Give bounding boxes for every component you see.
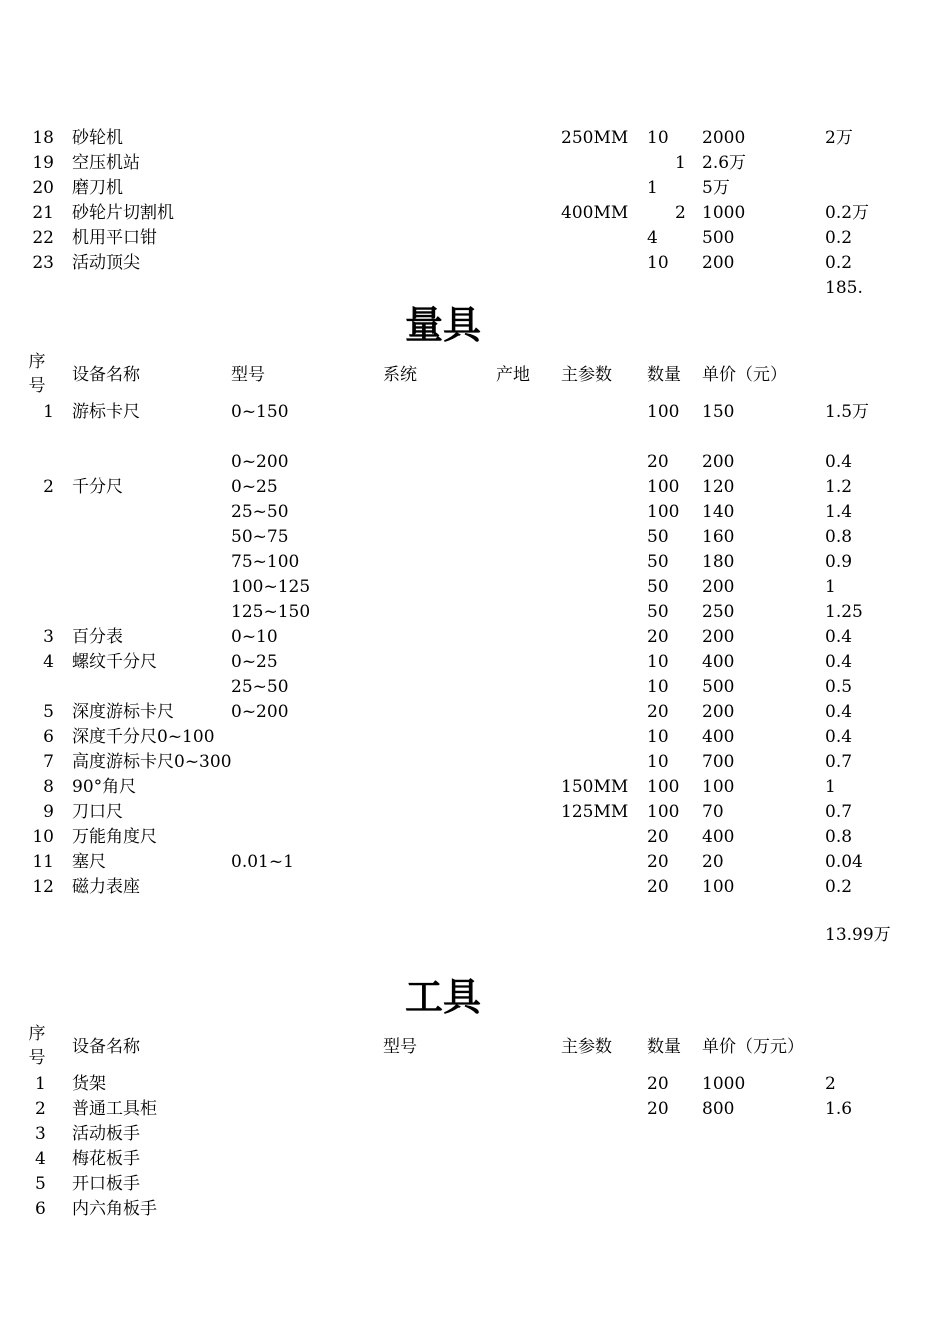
row-model: 0~200 [231, 452, 289, 472]
row-total: 0.4 [825, 652, 853, 672]
row-param: 125MM [561, 802, 629, 822]
header-seq: 序号 [28, 1024, 46, 1068]
header-origin: 产地 [496, 365, 530, 385]
header-param: 主参数 [561, 1037, 612, 1057]
row-name: 磨刀机 [72, 178, 123, 198]
row-name: 砂轮片切割机 [72, 203, 174, 223]
row-seq: 10 [32, 827, 54, 847]
row-total: 0.5 [825, 677, 853, 697]
row-qty: 10 [647, 652, 669, 672]
row-seq: 1 [43, 402, 54, 422]
row-total: 0.2万 [825, 203, 870, 223]
row-total: 0.7 [825, 802, 853, 822]
section-sum: 13.99万 [825, 925, 891, 945]
section-title-measuring: 量具 [405, 302, 482, 347]
row-total: 1.4 [825, 502, 853, 522]
row-name: 机用平口钳 [72, 228, 157, 248]
row-price: 500 [702, 677, 735, 697]
row-total: 1 [825, 577, 836, 597]
row-name: 螺纹千分尺 [72, 652, 157, 672]
row-qty: 1 [675, 153, 686, 173]
row-name: 千分尺 [72, 477, 123, 497]
row-seq: 11 [32, 852, 54, 872]
row-model: 50~75 [231, 527, 289, 547]
header-model: 型号 [383, 1037, 417, 1057]
row-seq: 22 [32, 228, 54, 248]
row-price: 200 [702, 253, 735, 273]
row-qty: 10 [647, 253, 669, 273]
row-model: 125~150 [231, 602, 311, 622]
section-sum: 185. [825, 278, 863, 298]
row-model: 75~100 [231, 552, 300, 572]
row-total: 0.8 [825, 527, 853, 547]
row-qty: 50 [647, 552, 669, 572]
row-price: 100 [702, 777, 735, 797]
row-qty: 100 [647, 502, 680, 522]
row-qty: 2 [675, 203, 686, 223]
row-param: 150MM [561, 777, 629, 797]
header-model: 型号 [231, 365, 265, 385]
row-name: 深度游标卡尺 [72, 702, 174, 722]
row-price: 120 [702, 477, 735, 497]
row-total: 1 [825, 777, 836, 797]
row-qty: 10 [647, 128, 669, 148]
row-seq: 1 [35, 1074, 46, 1094]
row-model: 0~200 [231, 702, 289, 722]
row-model: 25~50 [231, 502, 289, 522]
row-qty: 1 [647, 178, 658, 198]
row-total: 0.04 [825, 852, 863, 872]
row-price: 2000 [702, 128, 746, 148]
row-name: 普通工具柜 [72, 1099, 157, 1119]
header-price: 单价（元） [702, 365, 787, 385]
row-seq: 2 [43, 477, 54, 497]
row-price: 200 [702, 702, 735, 722]
row-total: 1.25 [825, 602, 863, 622]
row-seq: 8 [43, 777, 54, 797]
row-price: 180 [702, 552, 735, 572]
row-seq: 5 [35, 1174, 46, 1194]
row-seq: 19 [32, 153, 54, 173]
row-qty: 100 [647, 402, 680, 422]
header-name: 设备名称 [72, 1037, 140, 1057]
row-model: 0.01~1 [231, 852, 294, 872]
row-name: 砂轮机 [72, 128, 123, 148]
row-seq: 23 [32, 253, 54, 273]
row-seq: 6 [35, 1199, 46, 1219]
row-total: 0.2 [825, 253, 853, 273]
row-name: 内六角板手 [72, 1199, 157, 1219]
row-qty: 20 [647, 852, 669, 872]
row-seq: 4 [43, 652, 54, 672]
header-qty: 数量 [647, 365, 681, 385]
row-name: 货架 [72, 1074, 106, 1094]
row-price: 1000 [702, 203, 746, 223]
row-price: 200 [702, 627, 735, 647]
row-seq: 4 [35, 1149, 46, 1169]
row-price: 400 [702, 827, 735, 847]
row-name: 百分表 [72, 627, 123, 647]
row-qty: 20 [647, 1099, 669, 1119]
row-name: 磁力表座 [72, 877, 140, 897]
header-qty: 数量 [647, 1037, 681, 1057]
row-seq: 3 [35, 1124, 46, 1144]
row-model: 0~25 [231, 652, 278, 672]
row-model: 100~125 [231, 577, 311, 597]
row-seq: 2 [35, 1099, 46, 1119]
row-model: 0~10 [231, 627, 278, 647]
row-seq: 12 [32, 877, 54, 897]
row-price: 100 [702, 877, 735, 897]
row-name: 刀口尺 [72, 802, 123, 822]
row-price: 500 [702, 228, 735, 248]
row-price: 400 [702, 652, 735, 672]
row-price: 70 [702, 802, 724, 822]
row-qty: 50 [647, 602, 669, 622]
row-total: 0.4 [825, 627, 853, 647]
row-qty: 50 [647, 577, 669, 597]
row-total: 1.6 [825, 1099, 853, 1119]
row-price: 250 [702, 602, 735, 622]
row-model: 0~25 [231, 477, 278, 497]
row-qty: 100 [647, 802, 680, 822]
row-name: 活动板手 [72, 1124, 140, 1144]
header-name: 设备名称 [72, 365, 140, 385]
row-qty: 10 [647, 752, 669, 772]
row-qty: 4 [647, 228, 658, 248]
row-seq: 9 [43, 802, 54, 822]
row-total: 0.2 [825, 877, 853, 897]
row-seq: 21 [32, 203, 54, 223]
row-seq: 18 [32, 128, 54, 148]
row-qty: 10 [647, 677, 669, 697]
row-name: 塞尺 [72, 852, 106, 872]
header-system: 系统 [383, 365, 417, 385]
row-model: 0~150 [231, 402, 289, 422]
row-total: 0.9 [825, 552, 853, 572]
row-total: 0.7 [825, 752, 853, 772]
row-qty: 20 [647, 877, 669, 897]
row-name: 高度游标卡尺0~300 [72, 752, 232, 772]
row-name: 万能角度尺 [72, 827, 157, 847]
row-model: 25~50 [231, 677, 289, 697]
row-total: 1.5万 [825, 402, 870, 422]
row-price: 200 [702, 452, 735, 472]
row-total: 0.4 [825, 452, 853, 472]
row-price: 160 [702, 527, 735, 547]
row-qty: 20 [647, 702, 669, 722]
row-total: 0.4 [825, 702, 853, 722]
row-qty: 20 [647, 1074, 669, 1094]
row-name: 游标卡尺 [72, 402, 140, 422]
row-qty: 100 [647, 777, 680, 797]
row-total: 2万 [825, 128, 853, 148]
row-qty: 100 [647, 477, 680, 497]
row-name: 空压机站 [72, 153, 140, 173]
row-name: 90°角尺 [72, 777, 137, 797]
row-total: 0.8 [825, 827, 853, 847]
row-qty: 20 [647, 627, 669, 647]
row-name: 梅花板手 [72, 1149, 140, 1169]
row-seq: 5 [43, 702, 54, 722]
row-total: 0.4 [825, 727, 853, 747]
row-price: 200 [702, 577, 735, 597]
row-qty: 20 [647, 827, 669, 847]
row-price: 20 [702, 852, 724, 872]
row-qty: 20 [647, 452, 669, 472]
row-total: 2 [825, 1074, 836, 1094]
row-name: 深度千分尺0~100 [72, 727, 215, 747]
row-qty: 50 [647, 527, 669, 547]
row-price: 150 [702, 402, 735, 422]
header-price: 单价（万元） [702, 1037, 804, 1057]
header-param: 主参数 [561, 365, 612, 385]
row-price: 400 [702, 727, 735, 747]
row-price: 140 [702, 502, 735, 522]
row-seq: 20 [32, 178, 54, 198]
row-param: 400MM [561, 203, 629, 223]
row-seq: 6 [43, 727, 54, 747]
row-seq: 3 [43, 627, 54, 647]
section-title-tools: 工具 [405, 974, 482, 1019]
row-name: 开口板手 [72, 1174, 140, 1194]
header-seq: 序号 [28, 352, 46, 396]
row-price: 5万 [702, 178, 730, 198]
row-price: 700 [702, 752, 735, 772]
row-price: 800 [702, 1099, 735, 1119]
row-price: 1000 [702, 1074, 746, 1094]
row-total: 0.2 [825, 228, 853, 248]
row-name: 活动顶尖 [72, 253, 140, 273]
row-total: 1.2 [825, 477, 853, 497]
row-seq: 7 [43, 752, 54, 772]
row-param: 250MM [561, 128, 629, 148]
row-qty: 10 [647, 727, 669, 747]
row-price: 2.6万 [702, 153, 747, 173]
